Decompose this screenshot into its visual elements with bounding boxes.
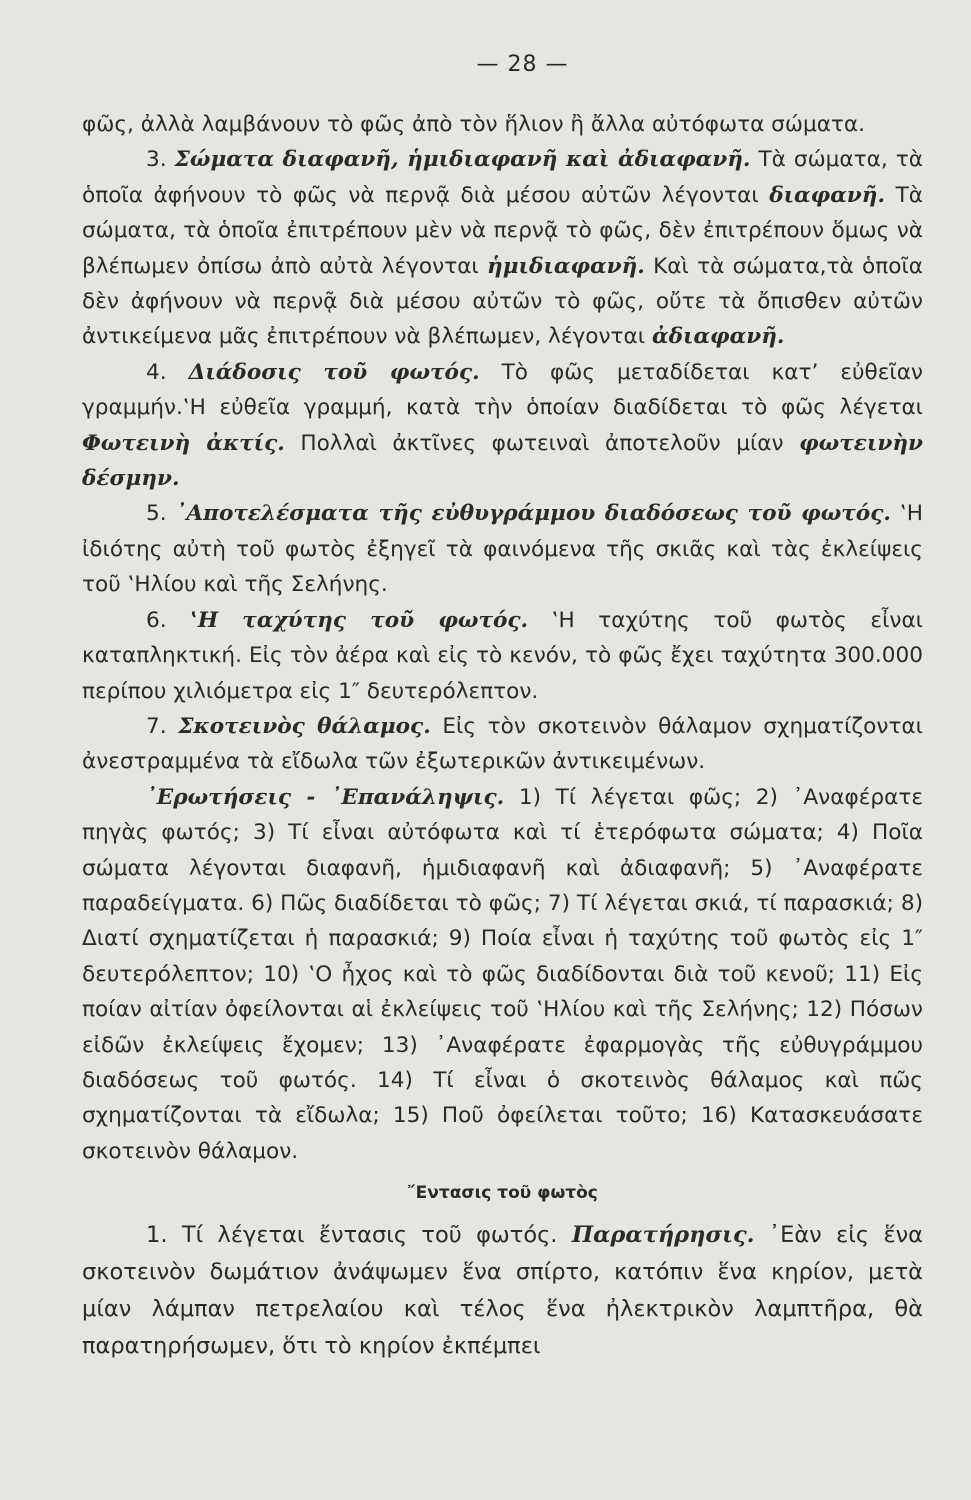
- section-3-heading: Σώματα διαφανῆ, ἡμιδιαφανῆ καὶ ἀδιαφανῆ.: [174, 147, 751, 173]
- section-3-number: 3.: [146, 147, 167, 173]
- questions-text: 1) Τί λέγεται φῶς; 2) ᾿Αναφέρατε πηγὰς φωτός; 3) Τί εἶναι αὐτόφωτα καὶ τί ἑτερόφωτα σώματα; 4) Ποῖα σώματα λέγονται διαφανῆ, ἡμιδιαφανῆ καὶ ἀδιαφανῆ; 5) ᾿Αναφέρατε παραδείγματα. 6) Πῶς διαδίδεται τὸ φῶς; 7) Τί λέγεται σκιά, τί παρασκιά; 8) Διατί σχηματίζεται ἡ παρασκιά; 9) Ποία εἶναι ἡ ταχύτης τοῦ φωτὸς εἰς 1″ δευτερόλεπτον; 10) ‛Ο ἦχος καὶ τὸ φῶς διαδίδονται διὰ τοῦ κενοῦ; 11) Εἰς ποίαν αἰτίαν ὀφείλονται αἱ ἐκλείψεις τοῦ ‛Ηλίου καὶ τῆς Σελήνης; 12) Πόσων εἰδῶν ἐκλείψεις ἔχομεν; 13) ᾿Αναφέρατε ἐφαρμογὰς τῆς εὐθυγράμμου διαδόσεως τοῦ φωτός. 14) Τί εἶναι ὁ σκοτεινὸς θάλαμος καὶ πῶς σχηματίζονται τὰ εἴδωλα; 15) Ποῦ ὀφείλεται τοῦτο; 16) Κατασκευάσατε σκοτεινὸν θάλαμον.: [82, 784, 923, 1164]
- section-4-heading: Διάδοσις τοῦ φωτός.: [188, 359, 480, 385]
- section-6: [82, 603, 923, 709]
- section-7-text: Εἰς τὸν σκοτεινὸν θάλαμον σχηματίζονται ἀνεστραμμένα τὰ εἴδωλα τῶν ἐξωτερικῶν ἀντικειμένων.: [82, 713, 923, 775]
- term-diafani: διαφανῆ.: [769, 182, 886, 208]
- section-4: [82, 355, 923, 497]
- intensity-body: ᾿Εὰν εἰς ἕνα σκοτεινὸν δωμάτιον ἀνάψωμεν ἕνα σπίρτο, κατόπιν ἕνα κηρίον, μετὰ μίαν λάμπαν πετρελαίου καὶ τέλος ἕνα ἠλεκτρικὸν λαμπτῆρα, θὰ παρατηρήσωμεν, ὅτι τὸ κηρίον ἐκπέμπει: [82, 1222, 924, 1360]
- section-4-number: 4.: [146, 359, 167, 385]
- section-3-text-2: Τὰ σώματα, τὰ ὁποῖα ἐπιτρέπουν μὲν νὰ περνᾷ τὸ φῶς, δὲν ἐπιτρέπουν ὅμως νὰ βλέπωμεν ὀπίσω ἀπὸ αὐτὰ λέγονται: [82, 182, 923, 279]
- section-7: [82, 709, 923, 780]
- term-foteini-desmi: φωτεινὴν δέσμην.: [82, 430, 924, 492]
- term-foteini-aktis: Φωτεινὴ ἀκτίς.: [82, 430, 285, 456]
- section-4-text-2: Πολλαὶ ἀκτῖνες φωτειναὶ ἀποτελοῦν μίαν: [284, 430, 800, 456]
- intensity-lead: 1. Τί λέγεται ἔντασις τοῦ φωτός.: [146, 1222, 558, 1249]
- section-5: [82, 496, 923, 602]
- section-6-heading: ‛Η ταχύτης τοῦ φωτός.: [190, 607, 529, 633]
- section-6-text: ‛Η ταχύτης τοῦ φωτὸς εἶναι καταπληκτική. Εἰς τὸν ἀέρα καὶ εἰς τὸ κενόν, τὸ φῶς ἔχει ταχύτητα 300.000 περίπου χιλιόμετρα εἰς 1″ δευτερόλεπτον.: [82, 607, 923, 704]
- body-text: [82, 107, 923, 1169]
- page-number: — 28 —: [476, 52, 569, 77]
- section-3-text-1: Τὰ σώματα, τὰ ὁποῖα ἀφήνουν τὸ φῶς νὰ περνᾷ διὰ μέσου αὐτῶν λέγονται: [82, 147, 923, 208]
- section-3: [82, 142, 923, 354]
- section-4-text-1: Τὸ φῶς μεταδίδεται κατ’ εὐθεῖαν γραμμήν.‛Η εὐθεῖα γραμμή, κατὰ τὴν ὁποίαν διαδίδεται τὸ φῶς λέγεται: [82, 359, 923, 421]
- section-5-text: ‛Η ἰδιότης αὐτὴ τοῦ φωτὸς ἐξηγεῖ τὰ φαινόμενα τῆς σκιᾶς καὶ τὰς ἐκλείψεις τοῦ ‛Ηλίου καὶ τῆς Σελήνης.: [82, 501, 923, 598]
- intensity-paragraph: [82, 1217, 923, 1365]
- intensity-text: [82, 1217, 923, 1365]
- section-7-heading: Σκοτεινὸς θάλαμος.: [178, 713, 431, 739]
- section-3-text-3: Καὶ τὰ σώματα,τὰ ὁποῖα δὲν ἀφήνουν νὰ περνᾷ διὰ μέσου αὐτῶν τὸ φῶς, οὔτε τὰ ὄπισθεν αὐτῶν ἀντικείμενα μᾶς ἐπιτρέπουν νὰ βλέπωμεν, λέγονται: [82, 253, 923, 350]
- questions-heading: ᾿Ερωτήσεις - ᾿Επανάληψις.: [146, 784, 505, 810]
- term-imidiafani: ἡμιδιαφανῆ.: [487, 253, 645, 279]
- intro-paragraph: φῶς, ἀλλὰ λαμβάνουν τὸ φῶς ἀπὸ τὸν ἥλιον ἢ ἄλλα αὐτόφωτα σώματα.: [82, 112, 866, 137]
- term-adiafani: ἀδιαφανῆ.: [651, 324, 785, 350]
- questions-paragraph: [82, 780, 923, 1169]
- section-7-number: 7.: [146, 713, 167, 739]
- section-title: ῎Εντασις τοῦ φωτὸς: [407, 1183, 598, 1204]
- section-5-heading: ᾿Αποτελέσματα τῆς εὐθυγράμμου διαδόσεως τοῦ φωτός.: [175, 501, 891, 527]
- section-6-number: 6.: [146, 607, 167, 633]
- section-5-number: 5.: [146, 501, 167, 527]
- observation-label: Παρατήρησις.: [571, 1222, 755, 1249]
